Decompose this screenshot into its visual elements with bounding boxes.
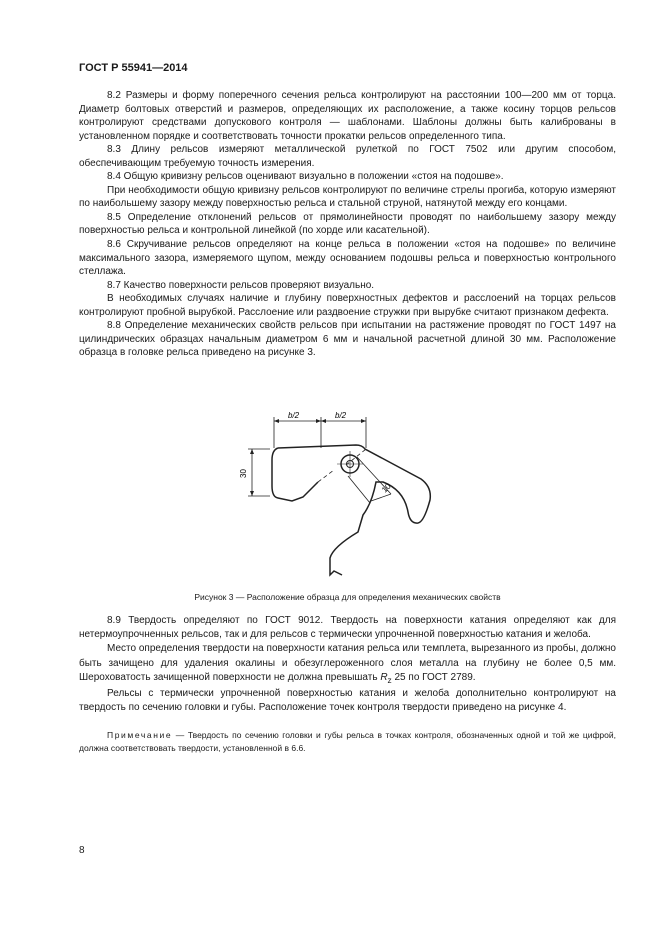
paragraph-8-8: 8.8 Определение механических свойств рельсов при испытании на растяжение проводят по ГОСТ 1497 на цилиндрических образцах начальным диаметром 6 мм и начальной расчетной длиной 30 мм. Расположение образца в головке рельса приведено на рисунке 3.: [79, 320, 616, 359]
dimension-b-half-right: b/2: [335, 411, 347, 420]
paragraph-8-7-cont: В необходимых случаях наличие и глубину поверхностных дефектов и расслоений на торцах рельсов контролируют пробной вырубкой. Расслоение или раздвоение стружки при вырубке считают признаком дефекта.: [79, 293, 616, 318]
paragraph-8-3: 8.3 Длину рельсов измеряют металлической рулеткой по ГОСТ 7502 или другим способом, обеспечивающим требуемую точность измерения.: [79, 144, 616, 169]
dimension-30: 30: [239, 469, 248, 478]
main-text-continued: [79, 614, 616, 715]
dimension-lines: [248, 417, 391, 503]
rail-head-diagram: [234, 408, 438, 583]
paragraph-8-4: 8.4 Общую кривизну рельсов оценивают визуально в положении «стоя на подошве».: [107, 171, 504, 183]
note-label: Примечание: [107, 730, 173, 740]
roughness-subscript: z: [387, 674, 392, 685]
roughness-text: Место определения твердости на поверхности катания рельса или темплета, вырезанного из пробы, должно быть зачищено для удаления окалины и обезуглероженного слоя металла на глубину не более 0,5 мм. Шероховатость зачищенной поверхности не должна превышать: [79, 643, 616, 683]
roughness-value: 25 по ГОСТ 2789.: [391, 671, 476, 683]
roughness-symbol: R: [380, 671, 388, 683]
paragraph-8-6: 8.6 Скручивание рельсов определяют на конце рельса в положении «стоя на подошве» по величине максимального зазора, измеряемого щупом, между основанием подошвы рельса и поверхностью контрольного стеллажа.: [79, 239, 616, 278]
paragraph-8-4-cont: При необходимости общую кривизну рельсов контролируют по величине стрелы прогиба, которую измеряют по наибольшему зазору между поверхностью рельса и стальной струной, натянутой между его концами.: [79, 184, 616, 210]
dimension-10: 10: [380, 481, 393, 495]
figure-caption: Рисунок 3 — Расположение образца для определения механических свойств: [194, 592, 501, 602]
paragraph-8-5: 8.5 Определение отклонений рельсов от прямолинейности проводят по наибольшему зазору между поверхностью рельса и контрольной линейкой (по хорде или касательной).: [79, 211, 616, 237]
page-number: 8: [79, 845, 85, 856]
note-text: — Твердость по сечению головки и губы рельса в точках контроля, обозначенных одной и той же цифрой, должна соответствовать твердости, установленной в 6.6.: [79, 730, 616, 754]
paragraph-8-2: 8.2 Размеры и форму поперечного сечения рельса контролируют на расстоянии 100—200 мм от торца. Диаметр болтовых отверстий и размеров, определяющих их расположение, а также косину торцов рельсов контролируют средствами допускового контроля — шаблонами. Шаблоны должны быть калиброваны в установленном порядке и соответствовать точности прокатки рельсов определенного типа.: [79, 90, 616, 142]
paragraph-8-7: 8.7 Качество поверхности рельсов проверяют визуально.: [107, 279, 375, 291]
document-header: ГОСТ Р 55941—2014: [79, 62, 188, 74]
note: [79, 729, 616, 755]
paragraph-roughness: [79, 642, 616, 687]
dimension-b-half-left: b/2: [288, 411, 300, 420]
paragraph-8-9: 8.9 Твердость определяют по ГОСТ 9012. Твердость на поверхности катания определяют как для нетермоупрочненных рельсов, так и для рельсов с термически упрочненной поверхностью катания и желоба.: [79, 615, 616, 641]
main-text: [79, 89, 616, 360]
dimension-arrows: [250, 419, 366, 496]
rail-head-outline: [272, 445, 430, 575]
paragraph-hardness-section: Рельсы с термически упрочненной поверхностью катания и желоба дополнительно контролируют на твердость по сечению головки и губы. Расположение точек контроля твердости приведено на рисунке 4.: [79, 688, 616, 714]
figure-3-drawing: [234, 408, 438, 583]
